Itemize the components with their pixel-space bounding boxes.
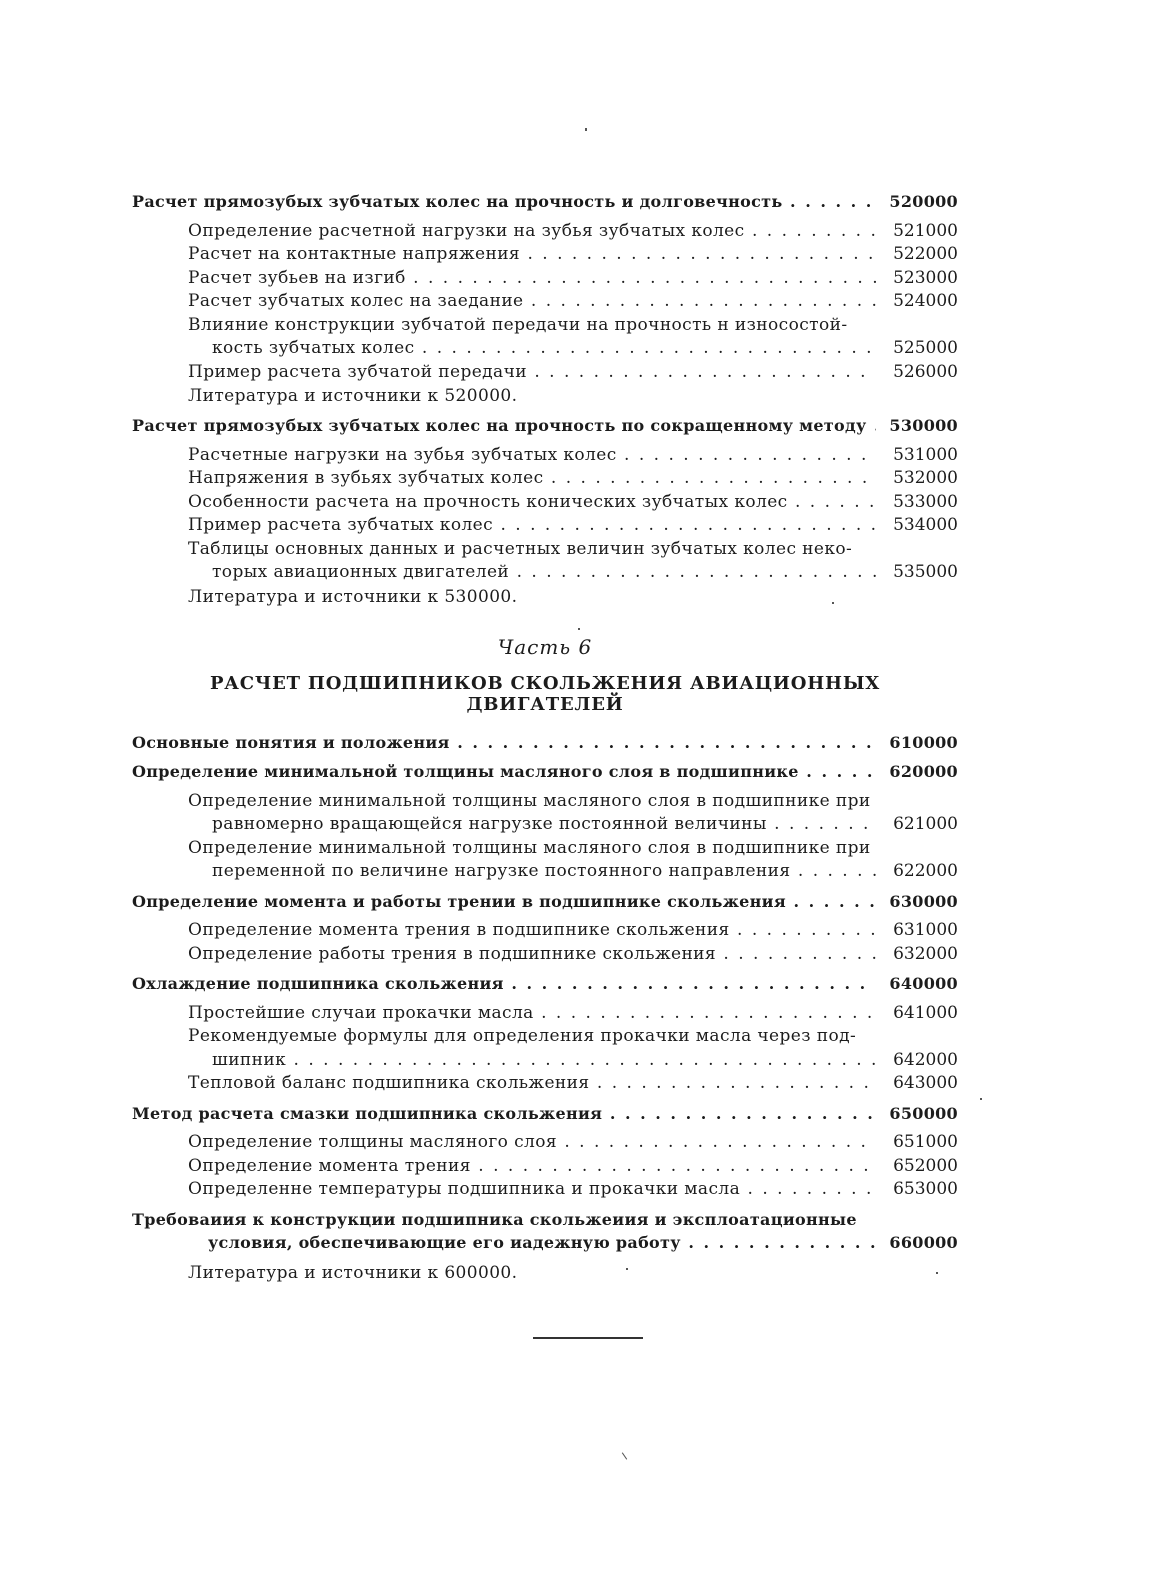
toc-entry-title: [132, 1208, 876, 1255]
toc-entry-code: 621000: [893, 814, 958, 834]
toc-entry-title: Определение момента и работы трении в подшипнике скольжения . . .: [132, 890, 876, 914]
scan-speck: [832, 602, 834, 604]
toc-entry-title-line2: условия, обеспечивающие его иадежную работу . . .: [132, 1231, 876, 1255]
toc-entry-631000[interactable]: [132, 919, 958, 943]
toc-entry-code: 535000: [893, 562, 958, 582]
toc-entry-642000[interactable]: [132, 1025, 958, 1072]
toc-entry-title: Определение момента трения в подшипнике скольжения . . .: [188, 919, 876, 943]
toc-entry-code: 525000: [893, 338, 958, 358]
toc-entry-641000[interactable]: [132, 1002, 958, 1026]
toc-entry-title-line1: Требоваиия к конструкции подшипника скольжеиия и эксплоатационные: [132, 1209, 857, 1229]
toc-entry-525000[interactable]: [132, 314, 958, 361]
toc-entry-title-line1: Влияние конструкции зубчатой передачи на прочность н износостой-: [188, 314, 848, 335]
toc-entry-code: 523000: [893, 267, 958, 288]
part-label: Часть 6: [497, 634, 593, 659]
toc-entry-code: 622000: [893, 861, 958, 881]
scan-speck: [626, 1268, 628, 1270]
toc-entry-title: Определение толщины масляного слоя . . .: [188, 1131, 876, 1155]
toc-entry-title: Определение момента трения . . .: [188, 1155, 876, 1179]
toc-entry-title-line2: торых авиационных двигателей . . .: [188, 561, 876, 585]
scan-speck: [622, 1452, 627, 1459]
toc-entry-code: 630000: [889, 891, 958, 911]
toc-entry-title: Простейшие случаи прокачки масла . . .: [188, 1002, 876, 1026]
toc-entry-title: Расчет зубьев на изгиб . . .: [188, 267, 876, 291]
toc-entry-title: Расчет прямозубых зубчатых колес на прочность по сокращенному методу . . .: [132, 414, 876, 438]
toc-entry-535000[interactable]: [132, 538, 958, 585]
toc-entry-650000[interactable]: [132, 1102, 958, 1126]
toc-entry-622000[interactable]: [132, 837, 958, 884]
toc-entry-620000[interactable]: [132, 760, 958, 784]
toc-entry-title: Основные понятия и положения . . .: [132, 731, 876, 755]
toc-entry-534000[interactable]: [132, 514, 958, 538]
toc-entry-code: 520000: [889, 192, 958, 211]
toc-entry-title: [188, 538, 876, 585]
toc-entry-code: 530000: [889, 416, 958, 435]
toc-entry-code: 526000: [893, 361, 958, 382]
toc-entry-code: 643000: [893, 1073, 958, 1093]
toc-entry-526000[interactable]: [132, 361, 958, 385]
toc-entry-code: 521000: [893, 220, 958, 241]
scan-speck: [578, 628, 580, 630]
table-of-contents: [132, 190, 958, 1285]
scan-speck: [585, 128, 587, 131]
toc-entry-title: Расчет на контактные напряжения . . .: [188, 243, 876, 267]
toc-entry-521000[interactable]: [132, 220, 958, 244]
toc-entry-code: 524000: [893, 291, 958, 311]
toc-entry-title: Расчетные нагрузки на зубья зубчатых колес . . .: [188, 444, 876, 468]
toc-entry-652000[interactable]: [132, 1155, 958, 1179]
toc-entry-title: Расчет зубчатых колес на заедание . . .: [188, 290, 876, 314]
toc-entry-code: 632000: [893, 943, 958, 964]
toc-entry-title: Пример расчета зубчатых колес . . .: [188, 514, 876, 538]
toc-entry-640000[interactable]: [132, 972, 958, 996]
toc-entry-title: Определение минимальной толщины масляного слоя в подшипнике . . .: [132, 760, 876, 784]
toc-entry-651000[interactable]: [132, 1131, 958, 1155]
toc-entry-code: 660000: [889, 1233, 958, 1252]
toc-entry-653000[interactable]: [132, 1178, 958, 1202]
toc-entry-title-line1: Определение минимальной толщины масляного слоя в подшипнике при: [188, 837, 871, 858]
toc-entry-title-line2: шипник . . .: [188, 1049, 876, 1073]
toc-entry-title-line1: Рекомендуемые формулы для определения прокачки масла через под-: [188, 1026, 857, 1046]
toc-entry-632000[interactable]: [132, 943, 958, 967]
toc-entry-533000[interactable]: [132, 491, 958, 515]
toc-entry-code: 651000: [893, 1132, 958, 1152]
toc-entry-code: 650000: [889, 1103, 958, 1123]
toc-entry-title-line2: равномерно вращающейся нагрузке постоянной величины . . .: [188, 813, 876, 837]
toc-entry-643000[interactable]: [132, 1072, 958, 1096]
toc-entry-title-line1: Определение минимальной толщины масляного слоя в подшипнике при: [188, 790, 871, 811]
toc-entry-title: [188, 790, 876, 837]
literature-note: Литература и источники к 600000.: [188, 1262, 518, 1283]
part-heading: РАСЧЕТ ПОДШИПНИКОВ СКОЛЬЖЕНИЯ АВИАЦИОННЫХ ДВИГАТЕЛЕЙ: [209, 672, 881, 715]
toc-entry-code: 620000: [889, 762, 958, 781]
toc-entry-title: Охлаждение подшипника скольжения . . .: [132, 972, 876, 996]
toc-entry-530000[interactable]: [132, 414, 958, 438]
toc-entry-524000[interactable]: [132, 290, 958, 314]
toc-entry-630000[interactable]: [132, 890, 958, 914]
toc-entry-610000[interactable]: [132, 731, 958, 755]
toc-entry-title: Особенности расчета на прочность конических зубчатых колес . . .: [188, 491, 876, 515]
scan-speck: [980, 1098, 982, 1100]
closing-rule: [533, 1337, 643, 1339]
toc-entry-title: Определенне температуры подшипника и прокачки масла . . .: [188, 1178, 876, 1202]
toc-entry-code: 653000: [893, 1179, 958, 1199]
toc-entry-title: Пример расчета зубчатой передачи . . .: [188, 361, 876, 385]
toc-entry-title-line1: Таблицы основных данных и расчетных величин зубчатых колес неко-: [188, 538, 853, 559]
toc-entry-title: Напряжения в зубьях зубчатых колес . . .: [188, 467, 876, 491]
toc-entry-title-line2: кость зубчатых колес . . .: [188, 337, 876, 361]
toc-entry-title: [188, 837, 876, 884]
toc-entry-title: Метод расчета смазки подшипника скольжения . . .: [132, 1102, 876, 1126]
scan-speck: [936, 1272, 938, 1274]
toc-entry-title: Определение расчетной нагрузки на зубья зубчатых колес . . .: [188, 220, 876, 244]
toc-entry-title: [188, 314, 876, 361]
toc-entry-523000[interactable]: [132, 267, 958, 291]
toc-entry-531000[interactable]: [132, 444, 958, 468]
toc-entry-code: 610000: [889, 732, 958, 752]
toc-entry-code: 522000: [893, 244, 958, 264]
toc-entry-code: 640000: [889, 974, 958, 993]
toc-entry-621000[interactable]: [132, 790, 958, 837]
toc-entry-code: 533000: [893, 491, 958, 512]
toc-entry-code: 534000: [893, 515, 958, 535]
toc-entry-title: [188, 1025, 876, 1072]
toc-entry-660000[interactable]: [132, 1208, 958, 1255]
toc-entry-code: 642000: [893, 1049, 958, 1070]
toc-entry-code: 652000: [893, 1155, 958, 1176]
toc-entry-title: Тепловой баланс подшипника скольжения . . .: [188, 1072, 876, 1096]
literature-note: Литература и источники к 530000.: [188, 586, 518, 607]
toc-entry-title-line2: переменной по величине нагрузке постоянного направления . . .: [188, 860, 876, 884]
toc-entry-code: 631000: [893, 920, 958, 940]
toc-entry-title: Определение работы трения в подшипнике скольжения . . .: [188, 943, 876, 967]
toc-entry-code: 641000: [893, 1002, 958, 1023]
toc-entry-532000[interactable]: [132, 467, 958, 491]
toc-entry-520000[interactable]: [132, 190, 958, 214]
toc-entry-title: Расчет прямозубых зубчатых колес на прочность и долговечность . . .: [132, 190, 876, 214]
literature-note: Литература и источники к 520000.: [188, 386, 518, 406]
toc-entry-code: 531000: [893, 444, 958, 465]
toc-entry-code: 532000: [893, 468, 958, 488]
toc-entry-522000[interactable]: [132, 243, 958, 267]
